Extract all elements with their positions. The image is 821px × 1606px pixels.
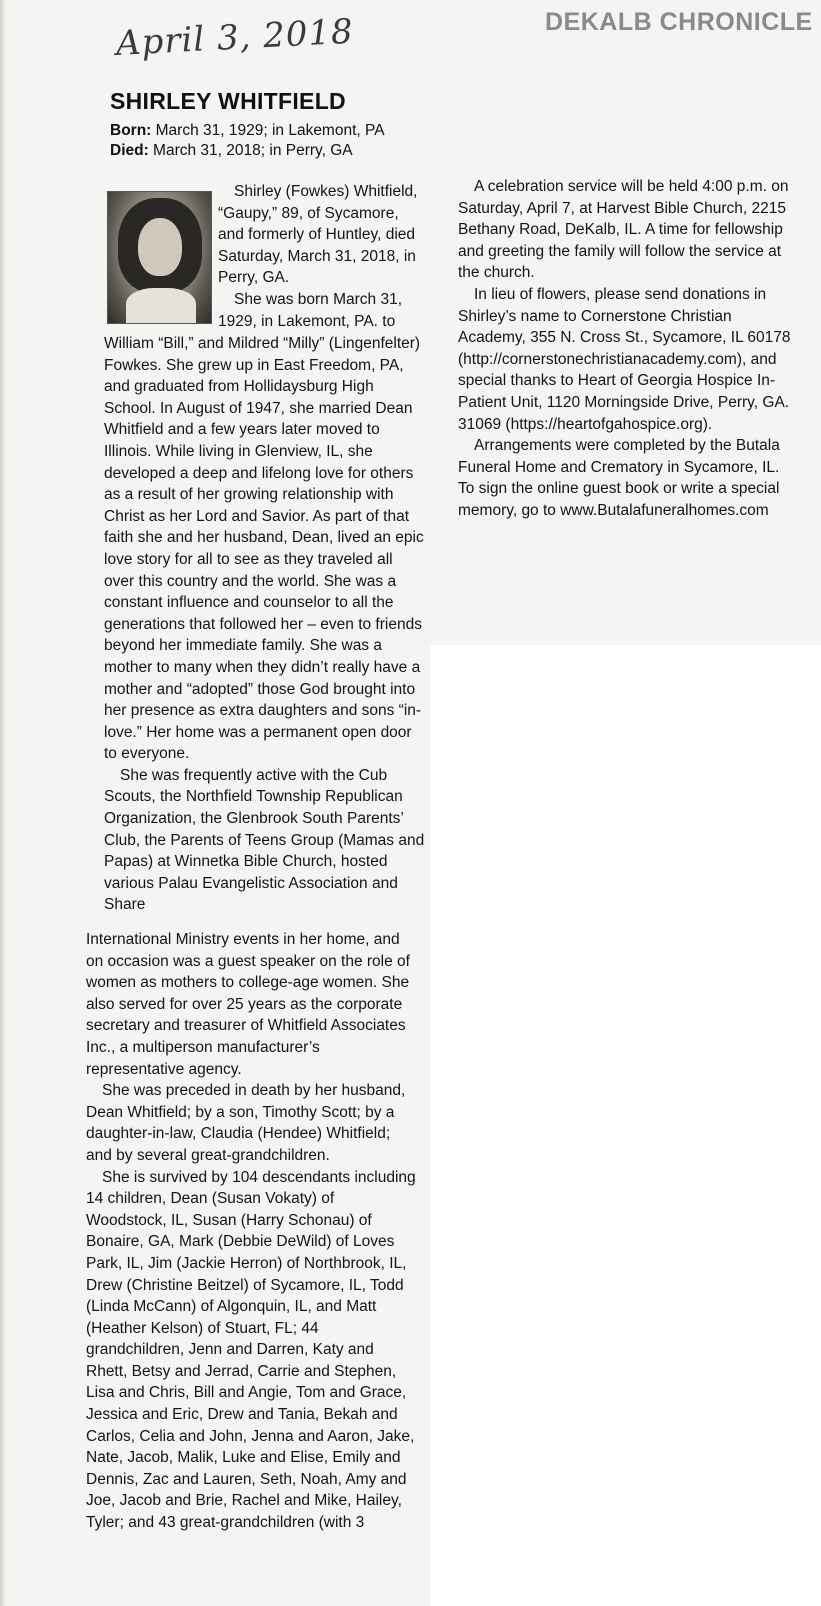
obituary-name: SHIRLEY WHITFIELD <box>110 88 346 114</box>
paragraph-activities-cont: International Ministry events in her home, and on occasion was a guest speaker on the role of women as mothers to college-age women. She also served for over 25 years as the corporate secretary and treasurer of Whitfield Associates Inc., a multiperson manufacturer’s representative agency. <box>86 931 410 1078</box>
died-label: Died: <box>110 142 149 159</box>
obituary-right-column <box>458 176 793 522</box>
handwritten-date: April 3, 2018 <box>114 11 355 64</box>
paragraph-birth-start: She was born March 31, 1929, in Lakemont, PA. to <box>218 290 403 330</box>
paragraph-biography: William “Bill,” and Mildred “Milly” (Lingenfelter) Fowkes. She grew up in East Freedom, PA, and graduated from Hollidaysburg High School. In August of 1947, she married Dean Whitfield and a few years later moved to Illinois. While living in Glenview, IL, she developed a deep and lifelong love for others as a result of her growing relationship with Christ as her Lord and Savior. As part of that faith she and her husband, Dean, lived an epic love story for all to see as they traveled all over this country and the world. She was a constant influence and counselor to all the generations that followed her – even to friends beyond her immediate family. She was a mother to many when they didn’t really have a mother and “adopted” those God brought into her presence as extra daughters and sons “in-love.” Her home was a permanent open door to everyone. <box>104 335 424 763</box>
paragraph-service: A celebration service will be held 4:00 p.m. on Saturday, April 7, at Harvest Bible Church, 2215 Bethany Road, DeKalb, IL. A time for fellowship and greeting the family will follow the service at the church. <box>458 178 789 282</box>
paragraph-survived: She is survived by 104 descendants including 14 children, Dean (Susan Vokaty) of Woodstock, IL, Susan (Harry Schonau) of Bonaire, GA, Mark (Debbie DeWild) of Loves Park, IL, Jim (Jackie Herron) of Northbrook, IL, Drew (Christine Beitzel) of Sycamore, IL, Todd (Linda McCann) of Algonquin, IL, and Matt (Heather Kelson) of Stuart, FL; 44 grandchildren, Jenn and Darren, Katy and Rhett, Betsy and Jerrad, Carrie and Stephen, Lisa and Chris, Bill and Angie, Tom and Grace, Jessica and Eric, Drew and Tania, Bekah and Carlos, Celia and John, Jenna and Aaron, Jake, Nate, Jacob, Malik, Luke and Elise, Emily and Dennis, Zac and Lauren, Seth, Noah, Amy and Joe, Jacob and Brie, Rachel and Mike, Hailey, Tyler; and 43 great-grandchildren (with 3 <box>86 1168 416 1532</box>
portrait-photo <box>107 191 212 324</box>
died-value: March 31, 2018; in Perry, GA <box>148 142 353 159</box>
newspaper-masthead: DEKALB CHRONICLE <box>545 8 813 36</box>
clipping-edge-shadow <box>0 0 6 1606</box>
paragraph-donations: In lieu of flowers, please send donations in Shirley’s name to Cornerstone Christian Academy, 355 N. Cross St., Sycamore, IL 60178 (http://cornerstonechristianacademy.com), and special thanks to Heart of Georgia Hospice In-Patient Unit, 1120 Morningside Drive, Perry, GA. 31069 (https://heartofgahospice.org). <box>458 285 791 433</box>
paragraph-activities: She was frequently active with the Cub Scouts, the Northfield Township Republican Organization, the Glenbrook South Parents’ Club, the Parents of Teens Group (Mamas and Papas) at Winnetka Bible Church, hosted various Palau Evangelistic Association and Share <box>104 766 425 914</box>
paragraph-preceded: She was preceded in death by her husband, Dean Whitfield; by a son, Timothy Scott; by a daughter-in-law, Claudia (Hendee) Whitfield; and by several great-grandchildren. <box>86 1082 406 1164</box>
obituary-intro-column <box>218 181 428 332</box>
born-line <box>110 122 385 140</box>
obituary-lower-column <box>86 929 418 1534</box>
paragraph-arrangements: Arrangements were completed by the Butala Funeral Home and Crematory in Sycamore, IL. To sign the online guest book or write a special memory, go to www.Butalafuneralhomes.com <box>458 437 780 519</box>
obituary-main-column <box>104 333 426 916</box>
born-label: Born: <box>110 122 152 139</box>
born-value: March 31, 1929; in Lakemont, PA <box>151 122 385 139</box>
died-line <box>110 142 353 160</box>
paragraph-intro: Shirley (Fowkes) Whitfield, “Gaupy,” 89, of Sycamore, and formerly of Huntley, died Saturday, March 31, 2018, in Perry, GA. <box>218 183 418 287</box>
